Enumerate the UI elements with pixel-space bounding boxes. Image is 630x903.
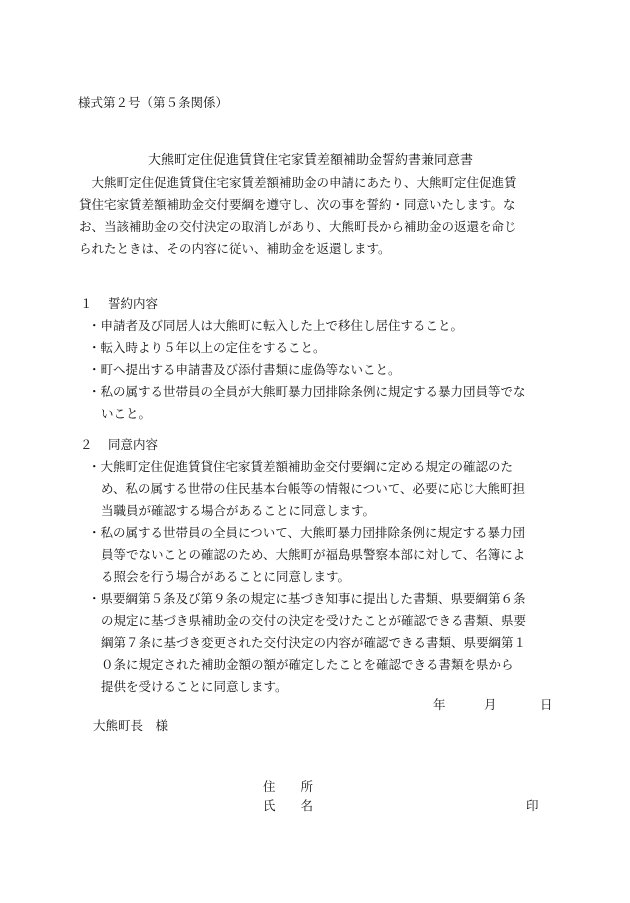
consent-item-continued: 綱第７条に基づき変更された交付決定の内容が確認できる書類、県要綱第１ — [101, 635, 527, 650]
pledge-item-continued: いこと。 — [101, 406, 152, 421]
section-title: 誓約内容 — [108, 296, 159, 311]
date-year: 年 — [433, 697, 446, 712]
consent-item-continued: め、私の属する世帯の住民基本台帳等の情報について、必要に応じ大熊町担 — [101, 481, 526, 496]
consent-item-continued: 当職員が確認する場合があることに同意します。 — [101, 503, 376, 518]
consent-item: ・県要綱第５条及び第９条の規定に基づき知事に提出した書類、県要綱第６条 — [88, 591, 526, 606]
addressee: 大熊町長 様 — [93, 718, 169, 733]
consent-item-continued: 提供を受けることに同意します。 — [101, 679, 288, 694]
intro-line: 貸住宅家賃差額補助金交付要綱を遵守し、次の事を誓約・同意いたします。な — [79, 197, 516, 212]
form-number: 様式第２号（第５条関係） — [78, 95, 229, 110]
intro-line: られたときは、その内容に従い、補助金を返還します。 — [79, 241, 391, 256]
section-number: １ — [80, 296, 93, 311]
section-title: 同意内容 — [108, 437, 159, 452]
consent-item-continued: の規定に基づき県補助金の交付の決定を受けたことが確認できる書類、県要 — [101, 613, 527, 628]
section-heading — [80, 437, 158, 453]
intro-line: 大熊町定住促進賃貸住宅家賃差額補助金の申請にあたり、大熊町定住促進賃 — [79, 175, 517, 190]
consent-item-continued: ０条に規定された補助金額の額が確定したことを確認できる書類を県から — [101, 657, 514, 672]
document-title: 大熊町定住促進賃貸住宅家賃差額補助金誓約書兼同意書 — [148, 153, 474, 168]
pledge-item: ・私の属する世帯員の全員が大熊町暴力団排除条例に規定する暴力団員等でな — [88, 384, 526, 399]
name-label: 氏 名 — [263, 798, 314, 813]
section-heading — [80, 296, 158, 312]
date-month: 月 — [484, 697, 497, 712]
pledge-item: ・町へ提出する申請書及び添付書類に虚偽等ないこと。 — [88, 362, 401, 377]
consent-item-continued: 員等でないことの確認のため、大熊町が福島県警察本部に対して、名簿によ — [101, 547, 526, 562]
pledge-item: ・申請者及び同居人は大熊町に転入した上で移住し居住すること。 — [88, 318, 464, 333]
address-label: 住 所 — [263, 779, 314, 794]
pledge-item: ・転入時より５年以上の定住をすること。 — [88, 340, 326, 355]
date-day: 日 — [540, 697, 553, 712]
consent-item: ・大熊町定住促進賃貸住宅家賃差額補助金交付要綱に定める規定の確認のた — [88, 459, 514, 474]
intro-line: お、当該補助金の交付決定の取消しがあり、大熊町長から補助金の返還を命じ — [79, 219, 517, 234]
consent-item-continued: る照会を行う場合があることに同意します。 — [101, 569, 351, 584]
consent-item: ・私の属する世帯員の全員について、大熊町暴力団排除条例に規定する暴力団 — [88, 525, 526, 540]
seal-mark: 印 — [526, 798, 539, 813]
section-number: ２ — [80, 437, 93, 452]
